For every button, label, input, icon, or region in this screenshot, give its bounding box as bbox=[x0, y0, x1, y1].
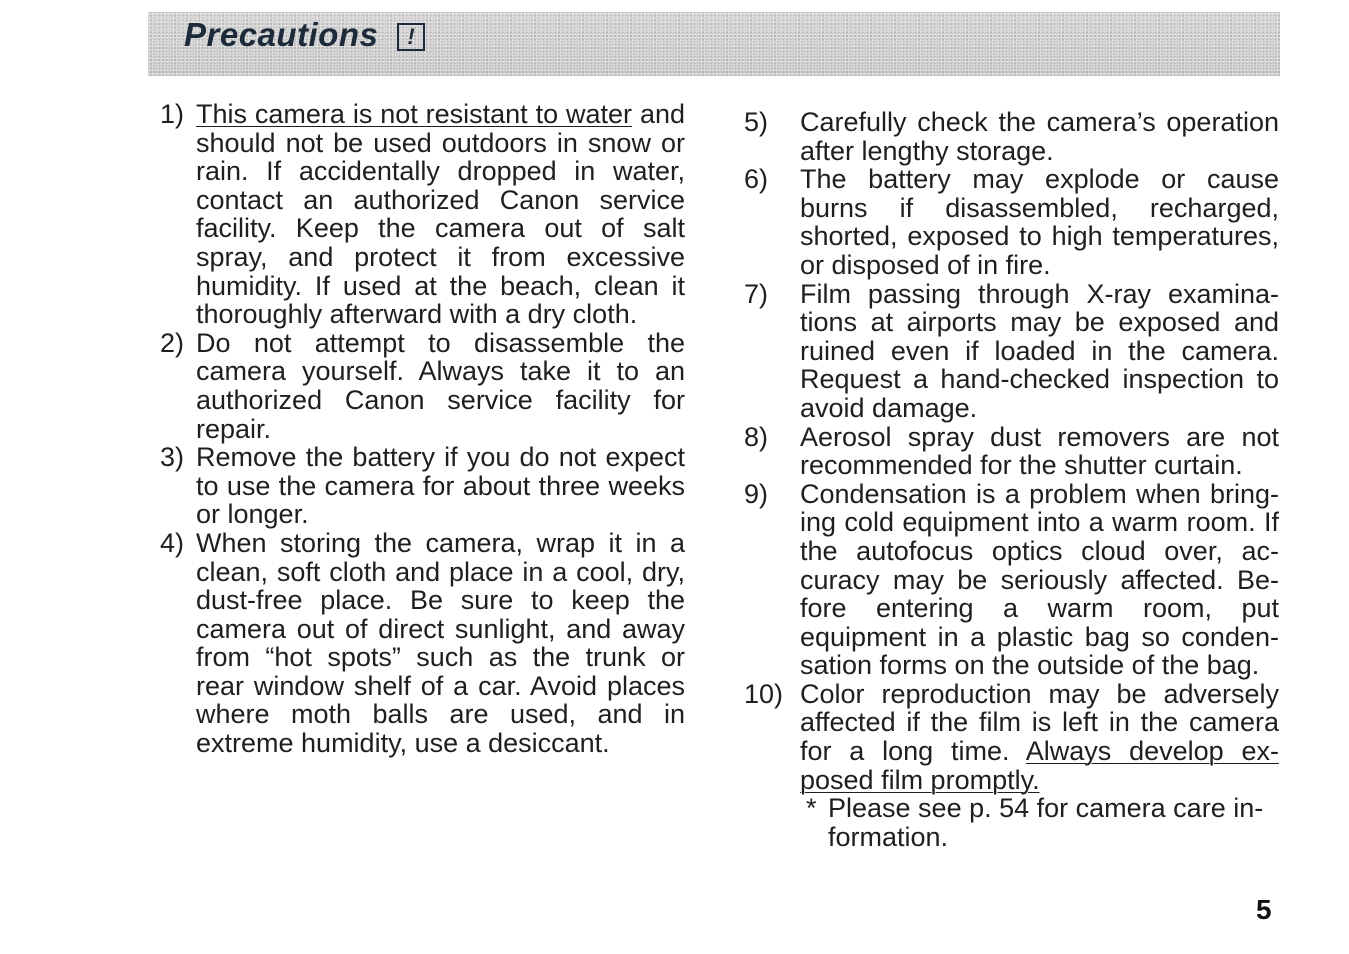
precaution-item-8 bbox=[744, 423, 1279, 480]
item-number: 4) bbox=[160, 527, 185, 558]
item-number: 6) bbox=[744, 164, 769, 195]
item-number: 7) bbox=[744, 278, 769, 309]
item-text: Carefully check the camera’s operation after lengthy storage. bbox=[800, 107, 1279, 166]
left-column bbox=[160, 100, 685, 758]
item-underlined-text: Always develop exposed film promptly. bbox=[800, 736, 1279, 795]
page-title: Precautions bbox=[184, 16, 379, 53]
item-text: Color reproduction may be adversely affected if the film is left in the camera for a long time. bbox=[800, 678, 1279, 767]
item-text: Aerosol spray dust removers are not recommended for the shutter curtain. bbox=[800, 421, 1279, 481]
item-number: 3) bbox=[160, 442, 185, 473]
item-text: and should not be used outdoors in snow or rain. If accidentally dropped in water, contact an authorized Canon service facility. Keep the camera out of salt spray, and protect it from excessive humidity. If used at the beach, clean it thoroughly afterward with a dry cloth. bbox=[196, 99, 685, 330]
note-text: Please see p. 54 for camera care information. bbox=[828, 793, 1264, 852]
precaution-item-6 bbox=[744, 165, 1279, 279]
item-number: 2) bbox=[160, 327, 185, 358]
item-text: Condensation is a problem when bringing cold equipment into a warm room. If the autofocus optics cloud over, accuracy may be seriously affected. Before entering a warm room, put equipment in a plastic bag so condensation forms on the outside of the bag. bbox=[800, 478, 1279, 681]
item-underlined-text: This camera is not resistant to water bbox=[196, 99, 633, 129]
item-number: 5) bbox=[744, 107, 769, 137]
note-marker: * bbox=[806, 793, 817, 824]
right-column bbox=[744, 108, 1279, 851]
item-number: 8) bbox=[744, 421, 769, 452]
item-text: Film passing through X-ray examinations at airports may be exposed and ruined even if loaded in the camera. Request a hand-checked inspection to avoid damage. bbox=[800, 278, 1279, 423]
precaution-item-9 bbox=[744, 480, 1279, 680]
precaution-item-5 bbox=[744, 108, 1279, 165]
page-number: 5 bbox=[1256, 894, 1272, 925]
item-number: 9) bbox=[744, 478, 769, 509]
item-text: When storing the camera, wrap it in a clean, soft cloth and place in a cool, dry, dust-free place. Be sure to keep the camera out of direct sunlight, and away from “hot spots” such as the trunk or rear window shelf of a car. Avoid places where moth balls are used, and in extreme humidity, use a desiccant. bbox=[196, 527, 685, 759]
precaution-item-3 bbox=[160, 443, 685, 529]
item-text: Do not attempt to disassemble the camera yourself. Always take it to an authorized Canon service facility for repair. bbox=[196, 327, 685, 444]
item-text: Remove the battery if you do not expect to use the camera for about three weeks or longer. bbox=[196, 442, 685, 530]
item-text: The battery may explode or cause burns if disassembled, recharged, shorted, exposed to high temperatures, or disposed of in fire. bbox=[800, 164, 1279, 280]
item-number: 1) bbox=[160, 99, 185, 129]
precaution-item-1 bbox=[160, 100, 685, 329]
care-note bbox=[744, 794, 1279, 851]
precaution-item-10 bbox=[744, 680, 1279, 794]
precaution-item-2 bbox=[160, 329, 685, 443]
precaution-item-7 bbox=[744, 280, 1279, 423]
item-number: 10) bbox=[744, 678, 784, 709]
warning-box-icon: ! bbox=[397, 23, 425, 51]
precaution-item-4 bbox=[160, 529, 685, 758]
